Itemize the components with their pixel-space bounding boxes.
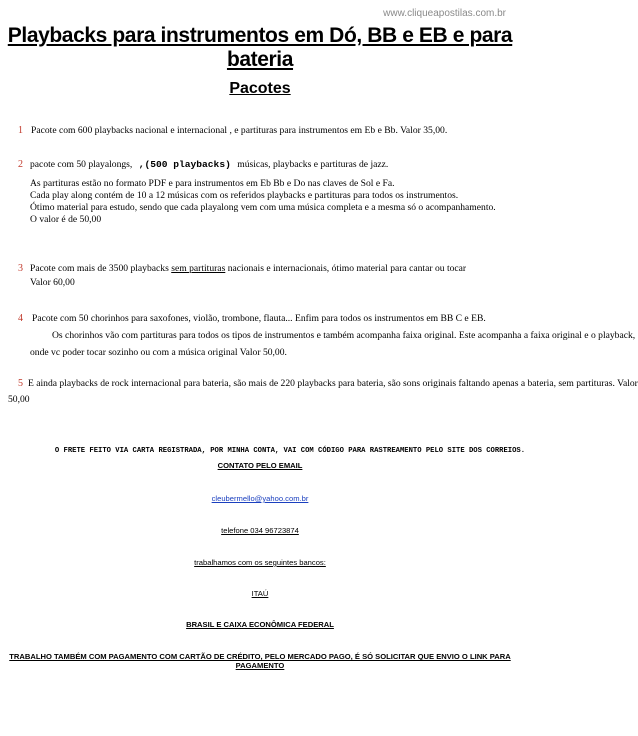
shipping-note: O FRETE FEITO VIA CARTA REGISTRADA, POR MINHA CONTA, VAI COM CÓDIGO PARA RASTREAMENTO PELO SITE DOS CORREIOS. xyxy=(54,447,526,455)
item-text: Valor 60,00 xyxy=(30,277,75,288)
item-text xyxy=(30,263,466,274)
item-text: As partituras estão no formato PDF e para instrumentos em Eb Bb e Do nas claves de Sol e Fa. xyxy=(30,178,395,189)
item-number: 2 xyxy=(18,159,23,170)
bank-brasil-caixa: BRASIL E CAIXA ECONÔMICA FEDERAL xyxy=(186,620,334,629)
item-text-part: músicas, playbacks e partituras de jazz. xyxy=(237,159,389,170)
email-link[interactable]: cleubermello@yahoo.com.br xyxy=(211,494,309,503)
item-number: 3 xyxy=(18,263,23,274)
payment-note: TRABALHO TAMBÉM COM PAGAMENTO COM CARTÃO DE CRÉDITO, PELO MERCADO PAGO, É SÓ SOLICITAR QUE ENVIO O LINK PARA PAGAMENTO xyxy=(9,652,511,670)
item-text-part: nacionais e internacionais, ótimo material para cantar ou tocar xyxy=(225,263,467,274)
item-text: Cada play along contém de 10 a 12 músicas com os referidos playbacks e partituras para todos os instrumentos. xyxy=(30,190,459,201)
item-text: Pacote com 50 chorinhos para saxofones, violão, trombone, flauta... Enfim para todos os instrumentos em BB C e EB. xyxy=(32,313,486,324)
item-text xyxy=(30,159,388,170)
item-text: onde vc poder tocar sozinho ou com a música original Valor 50,00. xyxy=(30,347,287,358)
item-number: 1 xyxy=(18,125,23,136)
item-text: Ótimo material para estudo, sendo que cada playalong vem com uma música completa e a mesma só o acompanhamento. xyxy=(30,202,496,213)
section-title: Pacotes xyxy=(229,80,291,97)
item-text: E ainda playbacks de rock internacional para bateria, são mais de 220 playbacks para bateria, são sons originais faltando apenas a bateria, sem partituras. Valor xyxy=(28,378,638,389)
page-title: Playbacks para instrumentos em Dó, BB e EB e para bateria xyxy=(7,24,513,71)
item-number: 4 xyxy=(18,313,23,324)
item-text-part: Pacote com mais de 3500 playbacks xyxy=(30,263,172,274)
item-text: Pacote com 600 playbacks nacional e internacional , e partituras para instrumentos em Eb e Bb. Valor 35,00. xyxy=(31,125,448,136)
contact-label: CONTATO PELO EMAIL xyxy=(217,461,303,470)
item-text-part: pacote com 50 playalongs, xyxy=(30,159,133,170)
item-text: Os chorinhos vão com partituras para todos os tipos de instrumentos e também acompanha faixa original. Este acompanha a faixa original e o playback, xyxy=(52,330,636,341)
banks-label: trabalhamos com os seguintes bancos: xyxy=(194,558,326,567)
item-text: 50,00 xyxy=(8,394,30,405)
bank-itau: ITAÚ xyxy=(251,589,269,598)
item-number: 5 xyxy=(18,378,23,389)
item-text-highlight: ,(500 playbacks) xyxy=(138,159,231,170)
phone-number: telefone 034 96723874 xyxy=(221,526,299,535)
item-text-underlined: sem partituras xyxy=(171,263,226,274)
watermark: www.cliqueapostilas.com.br xyxy=(383,8,506,19)
item-text: O valor é de 50,00 xyxy=(30,214,102,225)
